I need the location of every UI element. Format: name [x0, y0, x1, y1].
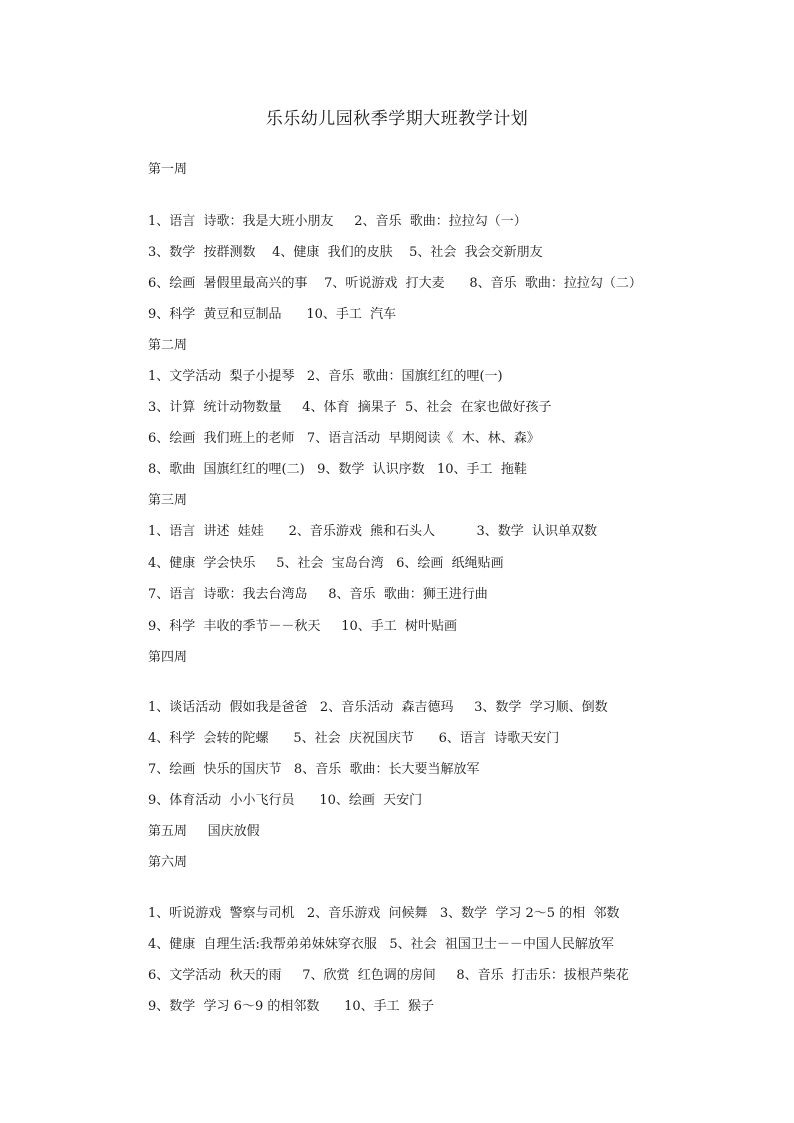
page-title: 乐乐幼儿园秋季学期大班教学计划: [265, 109, 529, 129]
lesson-line: 1、听说游戏 警察与司机 2、音乐游戏 问候舞 3、数学 学习 2～5 的相 邻数: [148, 906, 620, 921]
lesson-line: 1、语言 讲述 娃娃 2、音乐游戏 熊和石头人 3、数学 认识单双数: [148, 524, 597, 539]
week-heading: 第二周: [148, 338, 188, 353]
lesson-line: 7、语言 诗歌：我去台湾岛 8、音乐 歌曲：狮王进行曲: [148, 587, 488, 602]
lesson-line: 6、文学活动 秋天的雨 7、欣赏 红色调的房间 8、音乐 打击乐：拔根芦柴花: [148, 968, 629, 983]
lesson-line: 9、科学 黄豆和豆制品 10、手工 汽车: [148, 307, 397, 322]
lesson-line: 8、歌曲 国旗红红的哩(二) 9、数学 认识序数 10、手工 拖鞋: [148, 462, 527, 477]
lesson-line: 9、体育活动 小小飞行员 10、绘画 天安门: [148, 793, 423, 808]
lesson-line: 1、文学活动 梨子小提琴 2、音乐 歌曲：国旗红红的哩(一): [148, 369, 503, 384]
lesson-line: 3、计算 统计动物数量 4、体育 摘果子 5、社会 在家也做好孩子: [148, 400, 552, 415]
lesson-line: 4、健康 学会快乐 5、社会 宝岛台湾 6、绘画 纸绳贴画: [148, 556, 504, 571]
week-heading: 第五周 国庆放假: [148, 824, 260, 839]
lesson-line: 6、绘画 我们班上的老师 7、语言活动 早期阅读《 木、林、森》: [148, 431, 540, 446]
lesson-line: 4、健康 自理生活:我帮弟弟妹妹穿衣服 5、社会 祖国卫士－－中国人民解放军: [148, 937, 614, 952]
lesson-line: 9、科学 丰收的季节－－秋天 10、手工 树叶贴画: [148, 619, 458, 634]
week-heading: 第六周: [148, 855, 188, 870]
week-heading: 第四周: [148, 650, 188, 665]
lesson-line: 7、绘画 快乐的国庆节 8、音乐 歌曲：长大要当解放军: [148, 762, 480, 777]
lesson-line: 1、谈话活动 假如我是爸爸 2、音乐活动 森吉德玛 3、数学 学习顺、倒数: [148, 700, 608, 715]
lesson-line: 3、数学 按群测数 4、健康 我们的皮肤 5、社会 我会交新朋友: [148, 245, 543, 260]
lesson-line: 6、绘画 暑假里最高兴的事 7、听说游戏 打大麦 8、音乐 歌曲：拉拉勾（二）: [148, 276, 642, 291]
lesson-line: 9、数学 学习 6～9 的相邻数 10、手工 猴子: [148, 999, 434, 1014]
week-heading: 第三周: [148, 493, 188, 508]
week-heading: 第一周: [148, 162, 188, 177]
lesson-line: 4、科学 会转的陀螺 5、社会 庆祝国庆节 6、语言 诗歌天安门: [148, 731, 560, 746]
lesson-line: 1、语言 诗歌：我是大班小朋友 2、音乐 歌曲：拉拉勾（一）: [148, 214, 527, 229]
